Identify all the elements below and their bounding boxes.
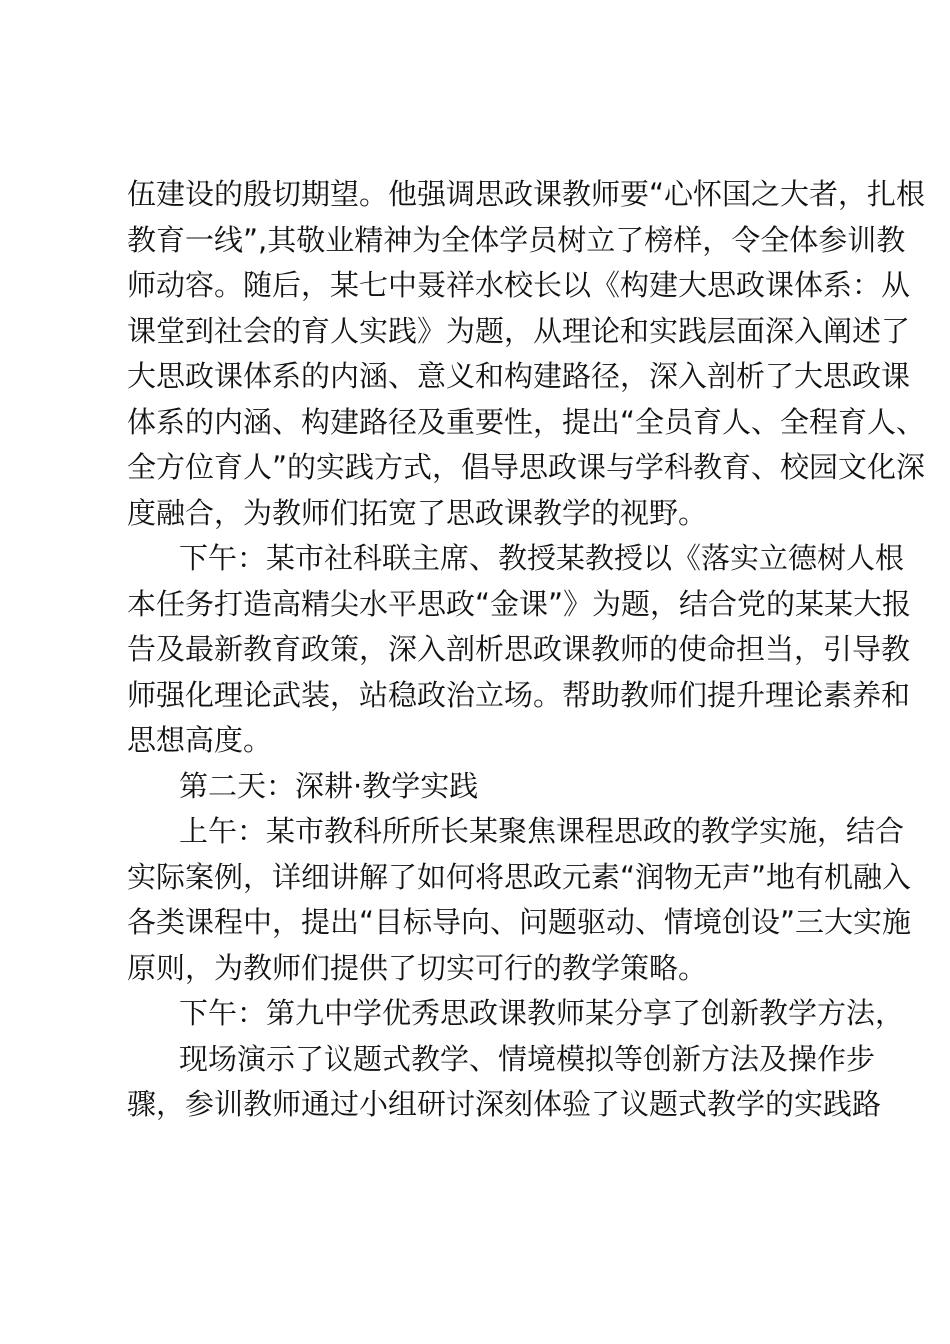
document-body-text	[127, 172, 926, 1128]
text-line: 上午：某市教科所所长某聚焦课程思政的教学实施，结合	[179, 814, 905, 848]
text-line: 师强化理论武装，站稳政治立场。帮助教师们提升理论素养和	[127, 677, 911, 712]
text-line: 教育一线”,其敬业精神为全体学员树立了榜样，令全体参训教	[127, 222, 906, 257]
text-line: 下午：某市社科联主席、教授某教授以《落实立德树人根	[179, 541, 905, 575]
text-line: 第二天：深耕·教学实践	[179, 768, 479, 803]
text-line: 骤，参训教师通过小组研讨深刻体验了议题式教学的实践路	[127, 1087, 882, 1121]
text-line: 实际案例，详细讲解了如何将思政元素“润物无声”地有机融入	[127, 859, 912, 894]
text-line: 原则，为教师们提供了切实可行的教学策略。	[127, 950, 708, 985]
text-line: 本任务打造高精尖水平思政“金课”》为题，结合党的某某大报	[127, 586, 912, 621]
text-line: 师动容。随后，某七中聂祥水校长以《构建大思政课体系：从	[127, 268, 911, 302]
text-line: 告及最新教育政策，深入剖析思政课教师的使命担当，引导教	[127, 632, 911, 666]
text-line: 大思政课体系的内涵、意义和构建路径，深入剖析了大思政课	[127, 359, 911, 393]
text-line: 课堂到社会的育人实践》为题，从理论和实践层面深入阐述了	[127, 313, 911, 348]
text-line: 现场演示了议题式教学、情境模拟等创新方法及操作步	[179, 1041, 876, 1076]
text-line: 下午：第九中学优秀思政课教师某分享了创新教学方法，	[179, 996, 905, 1030]
text-line: 思想高度。	[127, 723, 273, 757]
text-line: 体系的内涵、构建路径及重要性，提出“全员育人、全程育人、	[127, 404, 926, 439]
text-line: 度融合，为教师们拓宽了思政课教学的视野。	[127, 495, 708, 530]
text-line: 全方位育人”的实践方式，倡导思政课与学科教育、校园文化深	[127, 450, 926, 484]
text-line: 伍建设的殷切期望。他强调思政课教师要“心怀国之大者，扎根	[127, 177, 926, 211]
text-line: 各类课程中，提出“目标导向、问题驱动、情境创设”三大实施	[127, 905, 912, 939]
